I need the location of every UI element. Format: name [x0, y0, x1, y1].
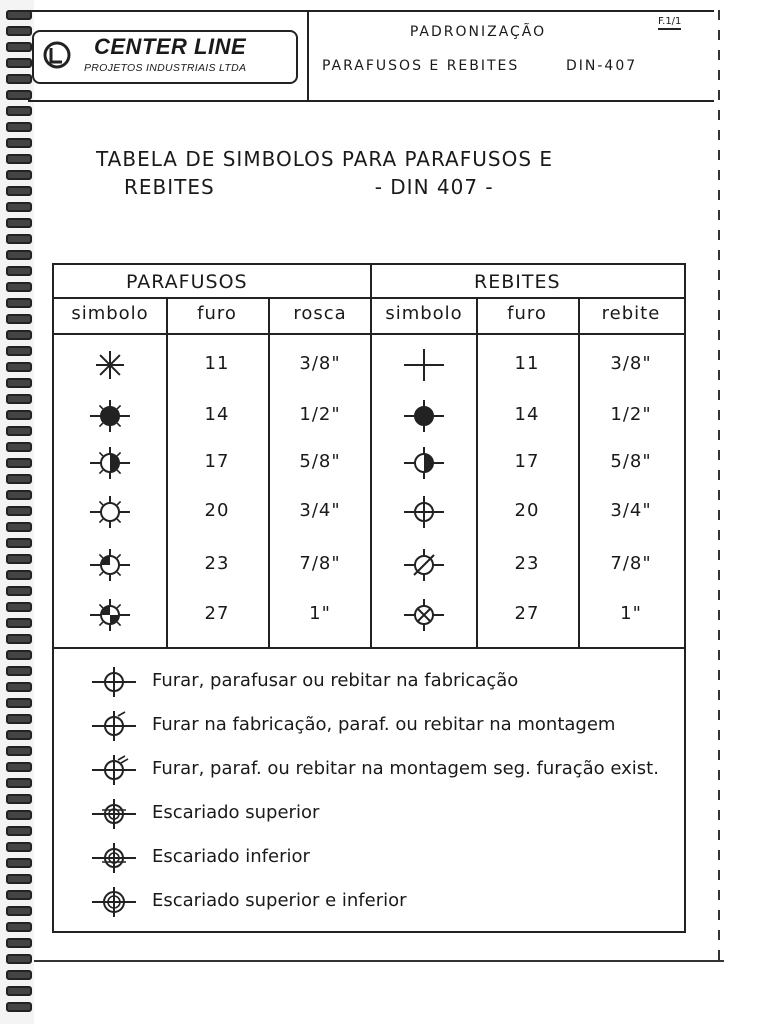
spiral-coil — [2, 696, 32, 708]
spiral-coil — [2, 744, 32, 756]
parafuso-symbol-icon — [80, 445, 140, 485]
rebite-symbol-icon — [394, 494, 454, 534]
spiral-coil — [2, 824, 32, 836]
spiral-coil — [2, 984, 32, 996]
legend-symbol-icon — [84, 885, 144, 923]
rebite-tamanho: 7/8" — [610, 553, 652, 574]
spiral-coil — [2, 344, 32, 356]
doc-subject: PARAFUSOS E REBITES — [322, 58, 520, 74]
spiral-coil — [2, 184, 32, 196]
col-header-r-furo: furo — [507, 303, 547, 324]
spiral-coil — [2, 216, 32, 228]
parafuso-rosca: 1" — [309, 603, 331, 624]
spiral-coil — [2, 200, 32, 212]
rebite-furo: 27 — [514, 603, 540, 624]
spiral-coil — [2, 712, 32, 724]
spiral-coil — [2, 904, 32, 916]
legend-symbol-icon — [84, 709, 144, 747]
parafuso-symbol-icon — [80, 347, 140, 387]
spiral-binding — [0, 0, 34, 1024]
rebite-tamanho: 1/2" — [610, 404, 652, 425]
spiral-coil — [2, 664, 32, 676]
col-header-p-rosca: rosca — [293, 303, 347, 324]
spiral-coil — [2, 952, 32, 964]
parafuso-furo: 23 — [204, 553, 230, 574]
spiral-coil — [2, 456, 32, 468]
spiral-coil — [2, 1000, 32, 1012]
title-block-divider — [307, 12, 309, 100]
title-block — [28, 10, 714, 102]
col-header-r-simbolo: simbolo — [385, 303, 463, 324]
rebite-symbol-icon — [394, 347, 454, 387]
col-header-p-simbolo: simbolo — [71, 303, 149, 324]
rebite-symbol-icon — [394, 547, 454, 587]
spiral-coil — [2, 408, 32, 420]
company-logo — [32, 30, 298, 84]
center-line-logo-icon — [42, 40, 72, 70]
legend-text: Furar na fabricação, paraf. ou rebitar na montagem — [152, 714, 616, 735]
spiral-coil — [2, 392, 32, 404]
spiral-coil — [2, 104, 32, 116]
spiral-coil — [2, 248, 32, 260]
spiral-coil — [2, 536, 32, 548]
spiral-coil — [2, 792, 32, 804]
parafuso-rosca: 3/8" — [299, 353, 341, 374]
group-header-parafusos: PARAFUSOS — [126, 271, 248, 293]
legend-text: Escariado superior e inferior — [152, 890, 407, 911]
legend-text: Escariado superior — [152, 802, 320, 823]
legend-symbol-icon — [84, 753, 144, 791]
grid-line — [166, 297, 168, 647]
spiral-coil — [2, 120, 32, 132]
spiral-coil — [2, 968, 32, 980]
spiral-coil — [2, 888, 32, 900]
grid-line — [268, 297, 270, 647]
spiral-coil — [2, 584, 32, 596]
parafuso-rosca: 7/8" — [299, 553, 341, 574]
doc-standard: DIN-407 — [566, 58, 638, 74]
parafuso-symbol-icon — [80, 547, 140, 587]
spiral-coil — [2, 840, 32, 852]
spiral-coil — [2, 728, 32, 740]
spiral-coil — [2, 648, 32, 660]
page-right-edge — [718, 10, 720, 960]
rebite-tamanho: 3/4" — [610, 500, 652, 521]
spiral-coil — [2, 440, 32, 452]
spiral-coil — [2, 312, 32, 324]
company-name: CENTER LINE — [94, 34, 247, 59]
page-title-line2-left: REBITES — [124, 175, 215, 199]
rebite-furo: 23 — [514, 553, 540, 574]
legend-symbol-icon — [84, 665, 144, 703]
legend-text: Furar, parafusar ou rebitar na fabricação — [152, 670, 519, 691]
rebite-symbol-icon — [394, 597, 454, 637]
spiral-coil — [2, 328, 32, 340]
parafuso-rosca: 3/4" — [299, 500, 341, 521]
parafuso-furo: 27 — [204, 603, 230, 624]
spiral-coil — [2, 280, 32, 292]
parafuso-rosca: 1/2" — [299, 404, 341, 425]
spiral-coil — [2, 136, 32, 148]
page-title — [96, 145, 553, 201]
page-title-line2-right: - DIN 407 - — [374, 175, 494, 199]
spiral-coil — [2, 488, 32, 500]
spiral-coil — [2, 920, 32, 932]
spiral-coil — [2, 936, 32, 948]
spiral-coil — [2, 168, 32, 180]
spiral-coil — [2, 296, 32, 308]
spiral-coil — [2, 808, 32, 820]
page-bottom-edge — [34, 960, 724, 962]
rebite-furo: 17 — [514, 451, 540, 472]
spiral-coil — [2, 760, 32, 772]
legend-symbol-icon — [84, 797, 144, 835]
grid-line — [476, 297, 478, 647]
rebite-tamanho: 1" — [620, 603, 642, 624]
rebite-furo: 11 — [514, 353, 540, 374]
page-title-line1: TABELA DE SIMBOLOS PARA PARAFUSOS E — [96, 147, 554, 171]
spiral-coil — [2, 520, 32, 532]
spiral-coil — [2, 872, 32, 884]
symbol-table — [52, 263, 686, 933]
company-subtitle: PROJETOS INDUSTRIAIS LTDA — [84, 62, 247, 74]
spiral-coil — [2, 632, 32, 644]
spiral-coil — [2, 376, 32, 388]
spiral-coil — [2, 360, 32, 372]
spiral-coil — [2, 568, 32, 580]
legend-text: Escariado inferior — [152, 846, 310, 867]
parafuso-symbol-icon — [80, 398, 140, 438]
spiral-coil — [2, 504, 32, 516]
legend-symbol-icon — [84, 841, 144, 879]
spiral-coil — [2, 856, 32, 868]
spiral-coil — [2, 232, 32, 244]
spiral-coil — [2, 472, 32, 484]
col-header-p-furo: furo — [197, 303, 237, 324]
grid-line — [54, 297, 684, 299]
rebite-tamanho: 5/8" — [610, 451, 652, 472]
spiral-coil — [2, 776, 32, 788]
parafuso-rosca: 5/8" — [299, 451, 341, 472]
group-header-rebites: REBITES — [474, 271, 561, 293]
grid-line — [54, 647, 684, 649]
spiral-coil — [2, 552, 32, 564]
legend-text: Furar, paraf. ou rebitar na montagem seg. furação exist. — [152, 758, 659, 779]
rebite-symbol-icon — [394, 445, 454, 485]
parafuso-furo: 20 — [204, 500, 230, 521]
doc-type: PADRONIZAÇÃO — [409, 24, 547, 40]
parafuso-furo: 11 — [204, 353, 230, 374]
spiral-coil — [2, 680, 32, 692]
grid-line — [578, 297, 580, 647]
spiral-coil — [2, 600, 32, 612]
spiral-coil — [2, 616, 32, 628]
parafuso-symbol-icon — [80, 597, 140, 637]
spiral-coil — [2, 152, 32, 164]
parafuso-symbol-icon — [80, 494, 140, 534]
parafuso-furo: 17 — [204, 451, 230, 472]
rebite-furo: 20 — [514, 500, 540, 521]
spiral-coil — [2, 264, 32, 276]
col-header-r-rebite: rebite — [601, 303, 661, 324]
rebite-symbol-icon — [394, 398, 454, 438]
sheet-number: F.1/1 — [658, 16, 681, 30]
parafuso-furo: 14 — [204, 404, 230, 425]
spiral-coil — [2, 424, 32, 436]
grid-line — [54, 333, 684, 335]
rebite-tamanho: 3/8" — [610, 353, 652, 374]
rebite-furo: 14 — [514, 404, 540, 425]
